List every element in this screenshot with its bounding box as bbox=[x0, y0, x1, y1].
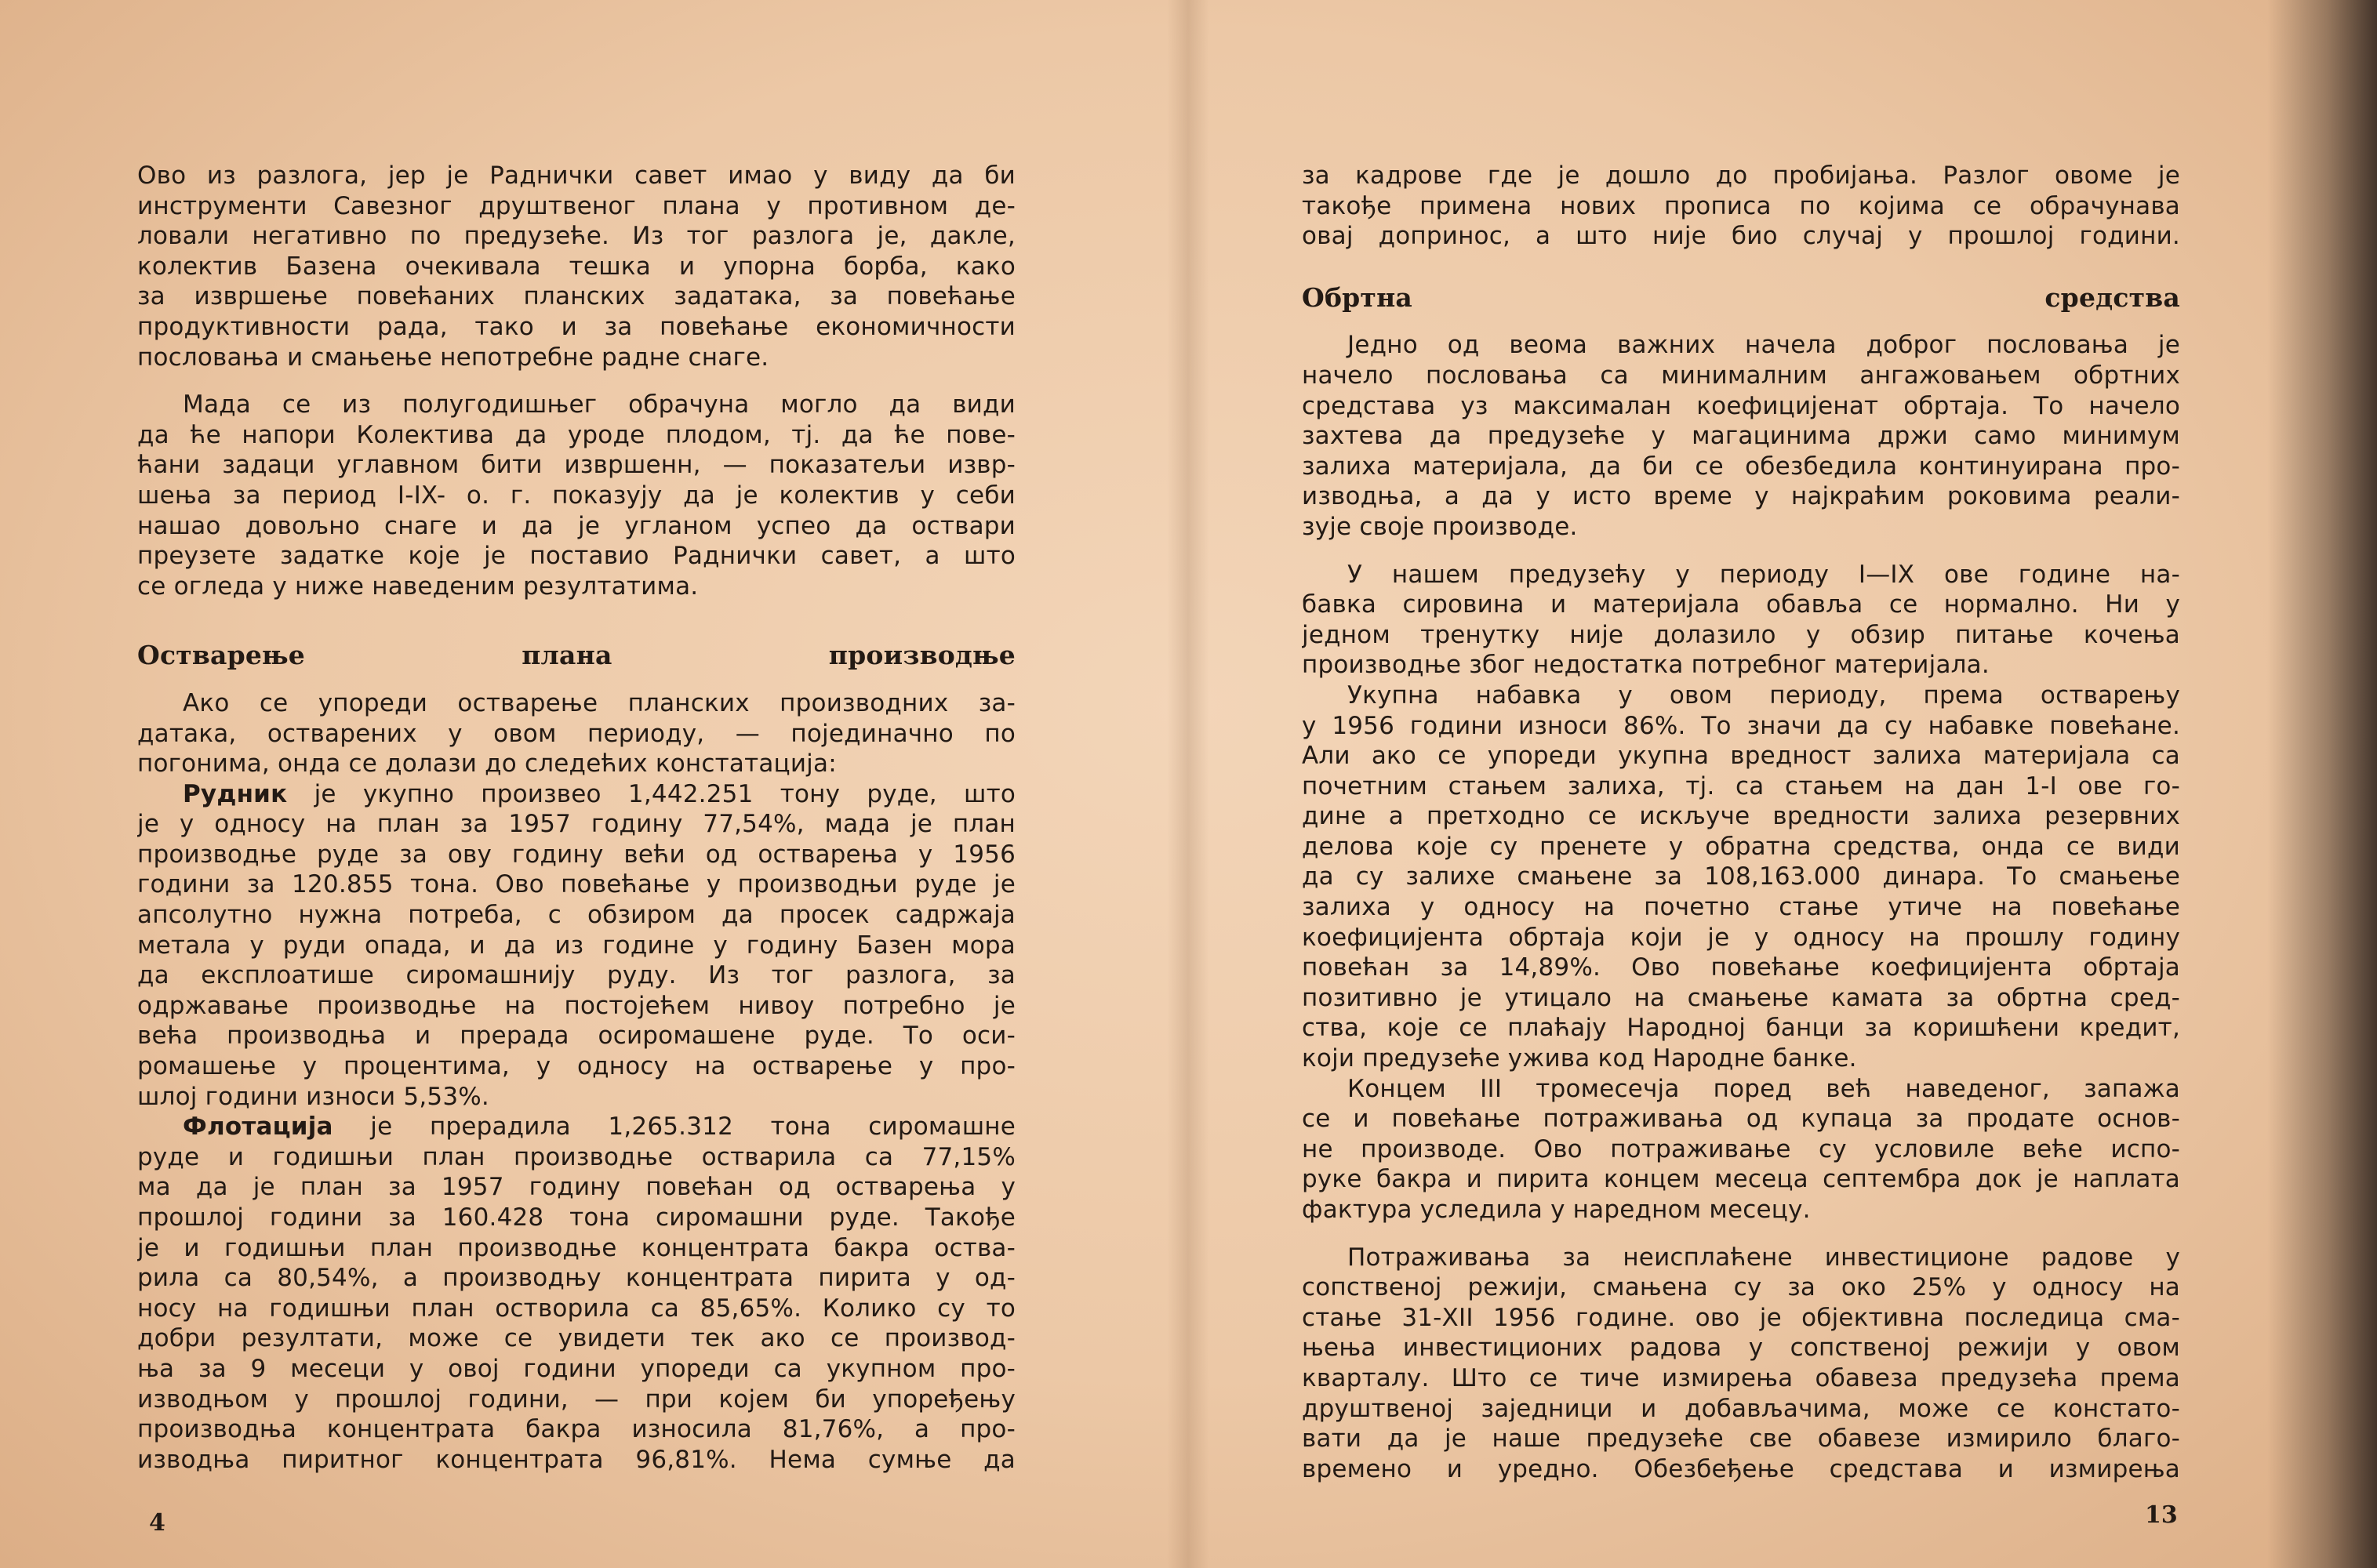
text-line: Концем III тромесечја поред већ наведеног, запажа bbox=[1347, 1074, 2180, 1103]
right-paragraph-2 bbox=[1302, 330, 2180, 542]
text-line: средстава уз максималан коефицијенат обртаја. То начело bbox=[1302, 391, 2180, 420]
text-line: производње због недостатка потребног материјала. bbox=[1302, 651, 1990, 680]
text-line: стање 31-XII 1956 године. ово је објективна последица сма- bbox=[1302, 1303, 2180, 1332]
text-line: начело пословања са минималним ангажовањем обртних bbox=[1302, 361, 2180, 390]
text-line: датака, остварених у овом периоду, — појединачно по bbox=[137, 719, 1016, 748]
text-line: почетним стањем залиха, тј. са стањем на дан 1-I ове го- bbox=[1302, 771, 2180, 800]
text-line: шлој години износи 5,53%. bbox=[137, 1082, 489, 1111]
text-line: који предузеће ужива код Народне банке. bbox=[1302, 1044, 1857, 1073]
text-line: бавка сировина и материјала обавља се нормално. Ни у bbox=[1302, 590, 2180, 619]
text-line: фактура уследила у наредном месецу. bbox=[1302, 1196, 1811, 1224]
section-heading: Обртна средства bbox=[1302, 282, 2180, 313]
text-line: сопственој режији, смањена су за око 25% у односу на bbox=[1302, 1273, 2180, 1302]
text-line: изводњом у прошлој години, — при којем би упоређењу bbox=[137, 1385, 1016, 1414]
page-number-right: 13 bbox=[2145, 1501, 2178, 1529]
text-line: производња концентрата бакра износила 81,76%, а про- bbox=[137, 1415, 1016, 1444]
text-line: добри резултати, може се увидети тек ако се производ- bbox=[137, 1324, 1016, 1353]
text-line: ловали негативно по предузеће. Из тог разлога је, дакле, bbox=[137, 222, 1016, 251]
text-line: пословања и смањење непотребне радне снаге. bbox=[137, 343, 769, 372]
text-line: продуктивности рада, тако и за повећање економичности bbox=[137, 312, 1016, 341]
text-line: преузете задатке које је поставио Раднички савет, а што bbox=[137, 542, 1016, 571]
text-line: дине а претходно се искључе вредности залиха резервних bbox=[1302, 802, 2180, 831]
right-paragraph-6 bbox=[1302, 1243, 2180, 1485]
bold-term: Флотација bbox=[183, 1112, 333, 1142]
text-line: колектив Базена очекивала тешка и упорна борба, како bbox=[137, 252, 1016, 281]
text-line: не производе. Ово потраживање су условиле веће испо- bbox=[1302, 1134, 2180, 1163]
text-line: времено и уредно. Обезбеђење средстава и измирења bbox=[1302, 1454, 2180, 1483]
text-line: захтева да предузеће у магацинима држи само минимум bbox=[1302, 422, 2180, 451]
text-line: да експлоатише сиромашнију руду. Из тог разлога, за bbox=[137, 961, 1016, 990]
text-line: изводња, а да у исто време у најкраћим роковима реали- bbox=[1302, 482, 2180, 511]
left-paragraph-2 bbox=[137, 390, 1016, 601]
text-line: прошлој години за 160.428 тона сиромашни руде. Такође bbox=[137, 1203, 1016, 1232]
text-line: њења инвестиционих радова у сопственој режији у овом bbox=[1302, 1334, 2180, 1363]
text-line: овај допринос, а што није био случај у прошлој години. bbox=[1302, 222, 2180, 251]
text-line: производње руде за ову годину већи од остварења у 1956 bbox=[137, 840, 1016, 869]
text-line: позитивно је утицало на смањење камата за обртна сред- bbox=[1302, 983, 2180, 1012]
right-page-text bbox=[1302, 161, 2180, 1484]
text-line: ма да је план за 1957 годину повећан од остварења у bbox=[137, 1173, 1016, 1202]
text-line bbox=[137, 779, 1016, 810]
text-line: за кадрове где је дошло до пробијања. Разлог овоме је bbox=[1302, 162, 2180, 190]
text-line: делова које су пренете у обратна средства, онда се види bbox=[1302, 832, 2180, 861]
left-paragraph-3 bbox=[137, 688, 1016, 779]
right-paragraph-1 bbox=[1302, 161, 2180, 252]
text-line: ћани задаци углавном бити извршенн, — показатељи извр- bbox=[137, 451, 1016, 480]
text-line: већа производња и прерада осиромашене руде. То оси- bbox=[137, 1022, 1016, 1051]
text-line: вати да је наше предузеће све обавезе измирило благо- bbox=[1302, 1425, 2180, 1454]
text-line: ња за 9 месеци у овој години упореди са укупном про- bbox=[137, 1354, 1016, 1383]
text-line bbox=[137, 1112, 1016, 1142]
text-line: Укупна набавка у овом периоду, према остварењу bbox=[1347, 681, 2180, 710]
text-line: метала у руди опада, и да из године у годину Базен мора bbox=[137, 931, 1016, 960]
text-line: се огледа у ниже наведеним резултатима. bbox=[137, 572, 699, 601]
text-line: шења за период I-IX- о. г. показују да је колектив у себи bbox=[137, 481, 1016, 510]
text-line: друштвеној заједници и добављачима, може се констато- bbox=[1302, 1394, 2180, 1423]
text-line: једном тренутку није долазило у обзир питање кочења bbox=[1302, 620, 2180, 649]
right-paragraph-3 bbox=[1302, 560, 2180, 681]
text-line: У нашем предузећу у периоду I—IX ове године на- bbox=[1347, 560, 2180, 589]
text-line: залиха у односу на почетно стање утиче на повећање bbox=[1302, 893, 2180, 922]
text-line: носу на годишњи план остворила са 85,65%. Колико су то bbox=[137, 1294, 1016, 1323]
text-line: погонима, онда се долази до следећих констатација: bbox=[137, 750, 837, 779]
text-line: се и повећање потраживања од купаца за продате основ- bbox=[1302, 1105, 2180, 1134]
text-line: залиха материјала, да би се обезбедила континуирана про- bbox=[1302, 452, 2180, 481]
text-line: години за 120.855 тона. Ово повећање у производњи руде је bbox=[137, 870, 1016, 899]
text-line: да ће напори Колектива да уроде плодом, тј. да ће пове- bbox=[137, 420, 1016, 449]
text-line: повећан за 14,89%. Ово повећање коефицијента обртаја bbox=[1302, 953, 2180, 982]
text-line: за извршење повећаних планских задатака, за повећање bbox=[137, 282, 1016, 311]
right-paragraph-5 bbox=[1302, 1074, 2180, 1225]
text-line: руке бакра и пирита концем месеца септембра док је наплата bbox=[1302, 1165, 2180, 1194]
text-line: апсолутно нужна потреба, с обзиром да просек садржаја bbox=[137, 901, 1016, 930]
text-line: изводња пиритног концентрата 96,81%. Нема сумње да bbox=[137, 1445, 1016, 1474]
text-line: такође примена нових прописа по којима се обрачунава bbox=[1302, 191, 2180, 220]
text-line: Али ако се упореди укупна вредност залиха материјала са bbox=[1302, 742, 2180, 771]
text-line: инструменти Савезног друштвеног плана у противном де- bbox=[137, 191, 1016, 220]
bold-term: Рудник bbox=[183, 779, 288, 808]
left-paragraph-5 bbox=[137, 1112, 1016, 1475]
text-line: руде и годишњи план производње остварила са 77,15% bbox=[137, 1142, 1016, 1171]
text-line: Мада се из полугодишњег обрачуна могло да види bbox=[183, 390, 1016, 419]
left-paragraph-1 bbox=[137, 161, 1016, 372]
text-line: је и годишњи план производње концентрата бакра оства- bbox=[137, 1233, 1016, 1262]
text-line: одржавање производње на постојећем нивоу потребно је bbox=[137, 991, 1016, 1020]
text-line: Једно од веома важних начела доброг пословања је bbox=[1347, 331, 2180, 360]
text-line: Ако се упореди остварење планских производних за- bbox=[183, 688, 1016, 717]
text-line: нашао довољно снаге и да је угланом успео да оствари bbox=[137, 511, 1016, 540]
text-line: ромашење у процентима, у односу на остварење у про- bbox=[137, 1052, 1016, 1081]
section-heading: Остварење плана производње bbox=[137, 641, 1016, 671]
text-line: Потраживања за неисплаћене инвестиционе радове у bbox=[1347, 1243, 2180, 1272]
left-page-text bbox=[137, 161, 1016, 1475]
text-line: је у односу на план за 1957 годину 77,54%, мада је план bbox=[137, 810, 1016, 839]
text-line: зује своје производе. bbox=[1302, 512, 1578, 541]
text-run: је прерадила 1,265.312 тона сиромашне bbox=[333, 1112, 1016, 1142]
page-number-left: 4 bbox=[149, 1509, 165, 1537]
left-paragraph-4 bbox=[137, 779, 1016, 1112]
text-line: кварталу. Што се тиче измирења обавеза предузећа према bbox=[1302, 1363, 2180, 1392]
text-line: Ово из разлога, јер је Раднички савет имао у виду да би bbox=[137, 162, 1016, 190]
text-line: рила са 80,54%, а производњу концентрата пирита у од- bbox=[137, 1264, 1016, 1293]
text-line: да су залихе смањене за 108,163.000 динара. То смањење bbox=[1302, 862, 2180, 891]
text-run: је укупно произвео 1,442.251 тону руде, што bbox=[287, 779, 1016, 808]
text-line: у 1956 години износи 86%. То значи да су набавке повећане. bbox=[1302, 711, 2180, 740]
right-paragraph-4 bbox=[1302, 681, 2180, 1074]
text-line: коефицијента обртаја који је у односу на прошлу годину bbox=[1302, 923, 2180, 952]
text-line: ства, које се плаћају Народној банци за коришћени кредит, bbox=[1302, 1014, 2180, 1043]
